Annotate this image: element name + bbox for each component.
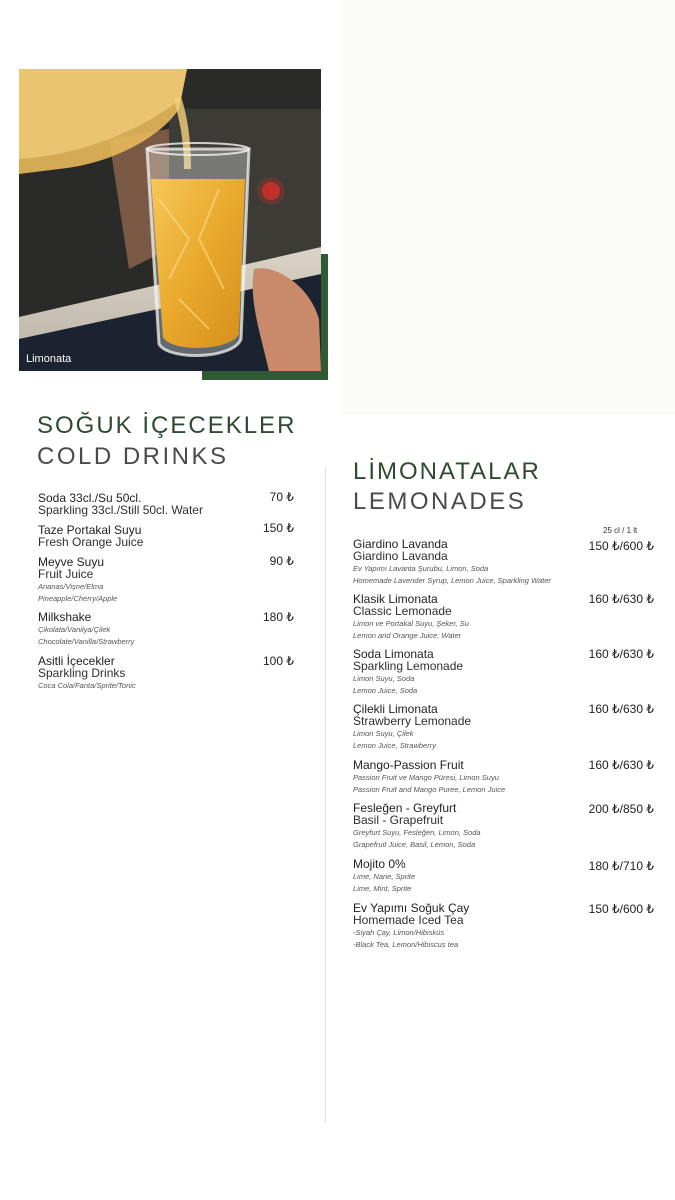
item-price: 160 ₺/630 ₺ (588, 647, 654, 661)
item-name: Fesleğen - Greyfurt (353, 801, 457, 815)
item-price: 70 ₺ (269, 490, 294, 504)
background-panel (340, 0, 675, 415)
item-price: 100 ₺ (263, 654, 294, 668)
item-name-en: Homemade Iced Tea (353, 913, 464, 927)
item-ingredients-en: Lemon Juice, Soda (353, 685, 418, 695)
item-price: 150 ₺ (263, 521, 294, 535)
item-price: 90 ₺ (269, 554, 294, 568)
menu-item (353, 593, 469, 641)
item-ingredients: Limon Suyu, Soda (353, 674, 415, 683)
item-name-en: Sparkling Drinks (38, 666, 126, 680)
item-price: 180 ₺ (263, 610, 294, 624)
lemonade-photo (19, 69, 321, 371)
menu-item (38, 556, 117, 604)
item-price: 150 ₺/600 ₺ (588, 539, 654, 553)
column-divider (325, 468, 326, 1123)
item-price: 200 ₺/850 ₺ (588, 802, 654, 816)
item-price: 160 ₺/630 ₺ (588, 592, 654, 606)
item-ingredients: Lime, Nane, Sprite (353, 872, 416, 881)
item-ingredients: Çikolata/Vanilya/Çilek (38, 625, 111, 634)
item-ingredients: Ev Yapımı Lavanta Şurubu, Limon, Soda (353, 564, 489, 573)
menu-item (353, 759, 505, 795)
menu-item (353, 703, 471, 751)
cold-drinks-title-en: COLD DRINKS (37, 443, 229, 470)
item-name: Soda 33cl./Su 50cl. (38, 491, 142, 505)
item-price: 150 ₺/600 ₺ (588, 902, 654, 916)
item-name: Mango-Passion Fruit (353, 758, 464, 772)
item-ingredients-en: -Black Tea, Lemon/Hibiscus tea (353, 939, 459, 949)
item-ingredients-en: Lemon and Orange Juice, Water (353, 630, 462, 640)
item-name-en: Fruit Juice (38, 567, 94, 581)
menu-item (353, 858, 415, 894)
item-ingredients-en: Chocolate/Vanilla/Strawberry (38, 636, 135, 646)
item-ingredients-en: Lemon Juice, Strawberry (353, 740, 436, 750)
size-header: 25 cl / 1 lt (603, 526, 638, 535)
lemonade-illustration (19, 69, 321, 371)
item-name: Mojito 0% (353, 857, 406, 871)
item-name: Ev Yapımı Soğuk Çay (353, 901, 470, 915)
item-ingredients-en: Lime, Mint, Sprite (353, 883, 412, 893)
item-ingredients: Coca Cola/Fanta/Sprite/Tonic (38, 681, 136, 690)
item-name: Asitli İçecekler (38, 654, 115, 668)
lemonades-title-en: LEMONADES (353, 488, 527, 515)
item-name: Klasik Limonata (353, 592, 438, 606)
menu-item (353, 538, 551, 586)
item-ingredients: Limon ve Portakal Suyu, Şeker, Su (353, 619, 469, 628)
item-ingredients-en: Passion Fruit and Mango Puree, Lemon Juice (353, 784, 506, 794)
item-ingredients-en: Pineapple/Cherry/Apple (38, 593, 118, 603)
item-name: Milkshake (38, 610, 92, 624)
item-name-en: Strawberry Lemonade (353, 714, 472, 728)
item-name-en: Classic Lemonade (353, 604, 452, 618)
menu-item (353, 902, 469, 950)
menu-item (38, 611, 134, 647)
item-name-en: Giardino Lavanda (353, 549, 448, 563)
item-name-en: Basil - Grapefruit (353, 813, 444, 827)
item-price: 180 ₺/710 ₺ (588, 859, 654, 873)
item-ingredients: -Siyah Çay, Limon/Hibisküs (353, 928, 445, 937)
item-name: Giardino Lavanda (353, 537, 448, 551)
item-name-en: Fresh Orange Juice (38, 535, 144, 549)
item-price: 160 ₺/630 ₺ (588, 702, 654, 716)
item-name: Soda Limonata (353, 647, 434, 661)
menu-item (38, 655, 136, 692)
item-ingredients-en: Homemade Lavender Syrup, Lemon Juice, Sparkling Water (353, 575, 551, 585)
item-name: Meyve Suyu (38, 555, 105, 569)
item-ingredients-en: Grapefruit Juice, Basil, Lemon, Soda (353, 839, 476, 849)
menu-item (353, 648, 463, 696)
menu-item (353, 802, 481, 850)
item-name: Çilekli Limonata (353, 702, 438, 716)
item-ingredients: Limon Suyu, Çilek (353, 729, 414, 738)
item-ingredients: Greyfurt Suyu, Fesleğen, Limon, Soda (353, 828, 481, 837)
menu-item (38, 492, 203, 516)
item-name-en: Sparkling 33cl./Still 50cl. Water (38, 503, 203, 517)
cold-drinks-title-tr: SOĞUK İÇECEKLER (37, 412, 297, 439)
photo-caption: Limonata (26, 353, 72, 365)
menu-item (38, 524, 143, 548)
item-ingredients: Ananas/Vişne/Elma (38, 582, 104, 591)
item-name-en: Sparkling Lemonade (353, 659, 464, 673)
lemonades-title-tr: LİMONATALAR (353, 458, 541, 485)
item-name: Taze Portakal Suyu (38, 523, 142, 537)
item-price: 160 ₺/630 ₺ (588, 758, 654, 772)
item-ingredients: Passion Fruit ve Mango Püresi, Limon Suyu (353, 773, 499, 782)
